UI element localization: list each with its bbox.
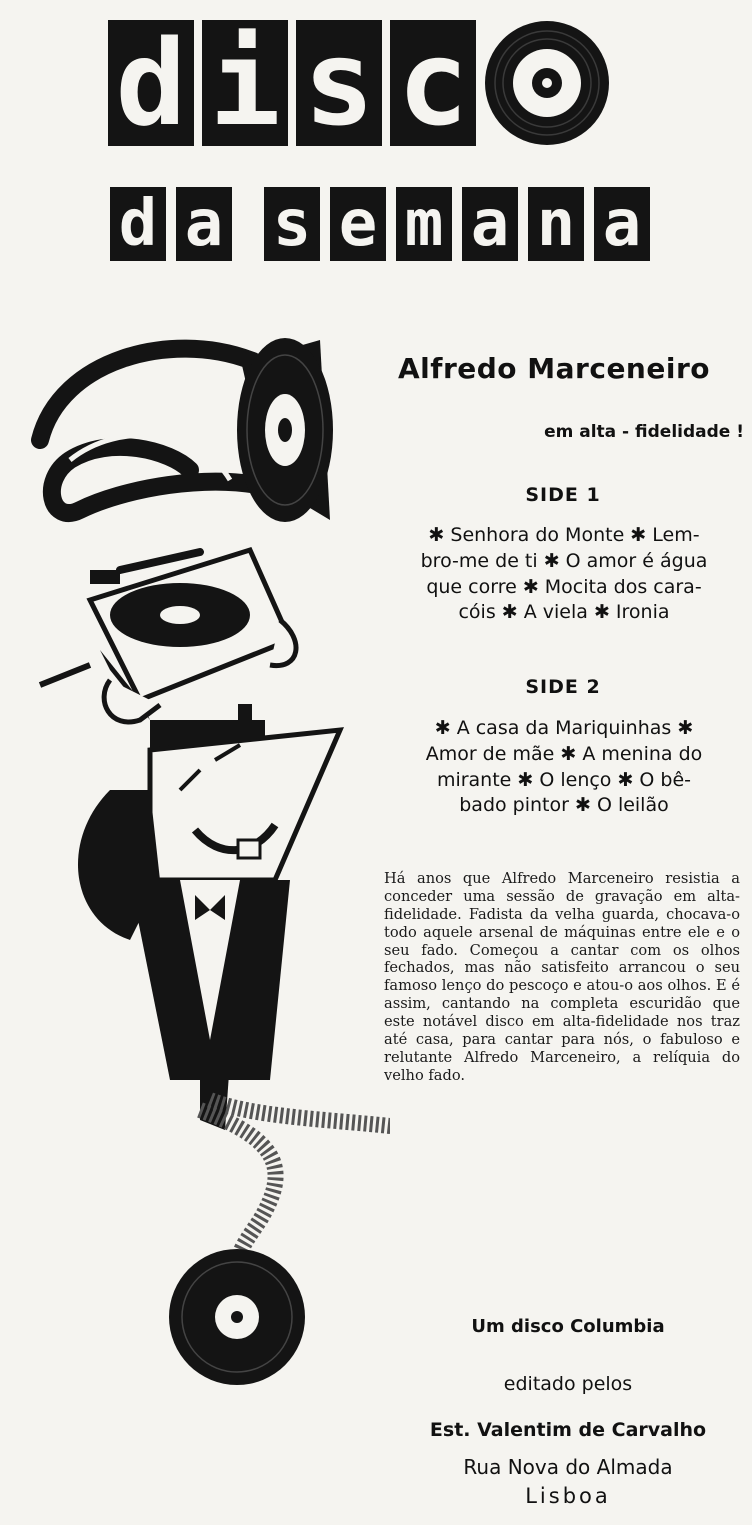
- title-letter: i: [202, 20, 288, 146]
- title-letter: s: [264, 187, 320, 261]
- title-row-disco: [108, 14, 610, 152]
- record-disc-icon: [484, 20, 610, 146]
- tracklist-line: cóis ✱ A viela ✱ Ironia: [458, 601, 670, 624]
- edited-by-line: editado pelos: [503, 1373, 633, 1395]
- title-letter: e: [330, 187, 386, 261]
- description-paragraph: Há anos que Alfredo Marceneiro resistia a conceder uma sessão de gravação em alta-fidelidade. Fadista da velha guarda, chocava-o todo aquele arsenal de máquinas entre ele e o seu fado. Começou a cantar com os olhos fechados, mas não satisfeito arrancou o seu famoso lenço do pescoço e atou-o aos olhos. E é assim, cantando na completa escuridão que este notável disco em alta-fidelidade nos traz até casa, para cantar para nós, o fabuloso e relutante Alfredo Marceneiro, a relíquia do velho fado.: [384, 870, 740, 1084]
- title-row-da-semana: [110, 187, 660, 261]
- title-letter: m: [396, 187, 452, 261]
- title-letter: s: [296, 20, 382, 146]
- publisher-city: Lisboa: [525, 1484, 611, 1508]
- tracklist-line: ✱ A casa da Mariquinhas ✱: [434, 717, 694, 739]
- side1-heading: SIDE 1: [525, 484, 601, 506]
- turntable-icon: [40, 550, 290, 720]
- publisher-street: Rua Nova do Almada: [463, 1455, 673, 1479]
- label-line: Um disco Columbia: [471, 1316, 665, 1337]
- album-subtitle: em alta - fidelidade !: [544, 422, 744, 442]
- horn-record-icon: [237, 338, 333, 522]
- tracklist-line: mirante ✱ O lenço ✱ O bê-: [436, 768, 692, 791]
- title-letter: d: [110, 187, 166, 261]
- title-letter: a: [462, 187, 518, 261]
- title-letter: a: [594, 187, 650, 261]
- tracklist-line: ✱ Senhora do Monte ✱ Lem-: [428, 524, 700, 546]
- title-letter: n: [528, 187, 584, 261]
- side2-tracklist: [386, 716, 742, 819]
- side2-heading: SIDE 2: [525, 676, 601, 698]
- floor-record-icon: [169, 1249, 305, 1385]
- tracklist-line: Amor de mãe ✱ A menina do: [425, 742, 703, 765]
- face-icon: [150, 730, 340, 880]
- side1-tracklist: [386, 523, 742, 626]
- title-letter: a: [176, 187, 232, 261]
- tracklist-line: que corre ✱ Mocita dos cara-: [426, 575, 702, 598]
- title-letter: c: [390, 20, 476, 146]
- artist-name: Alfredo Marceneiro: [398, 352, 710, 385]
- fadista-gramophone-illustration: [0, 320, 390, 1410]
- publisher-name: Est. Valentim de Carvalho: [429, 1419, 707, 1441]
- title-letter: d: [108, 20, 194, 146]
- tracklist-line: bado pintor ✱ O leilão: [459, 794, 669, 817]
- tracklist-line: bro-me de ti ✱ O amor é água: [420, 549, 708, 572]
